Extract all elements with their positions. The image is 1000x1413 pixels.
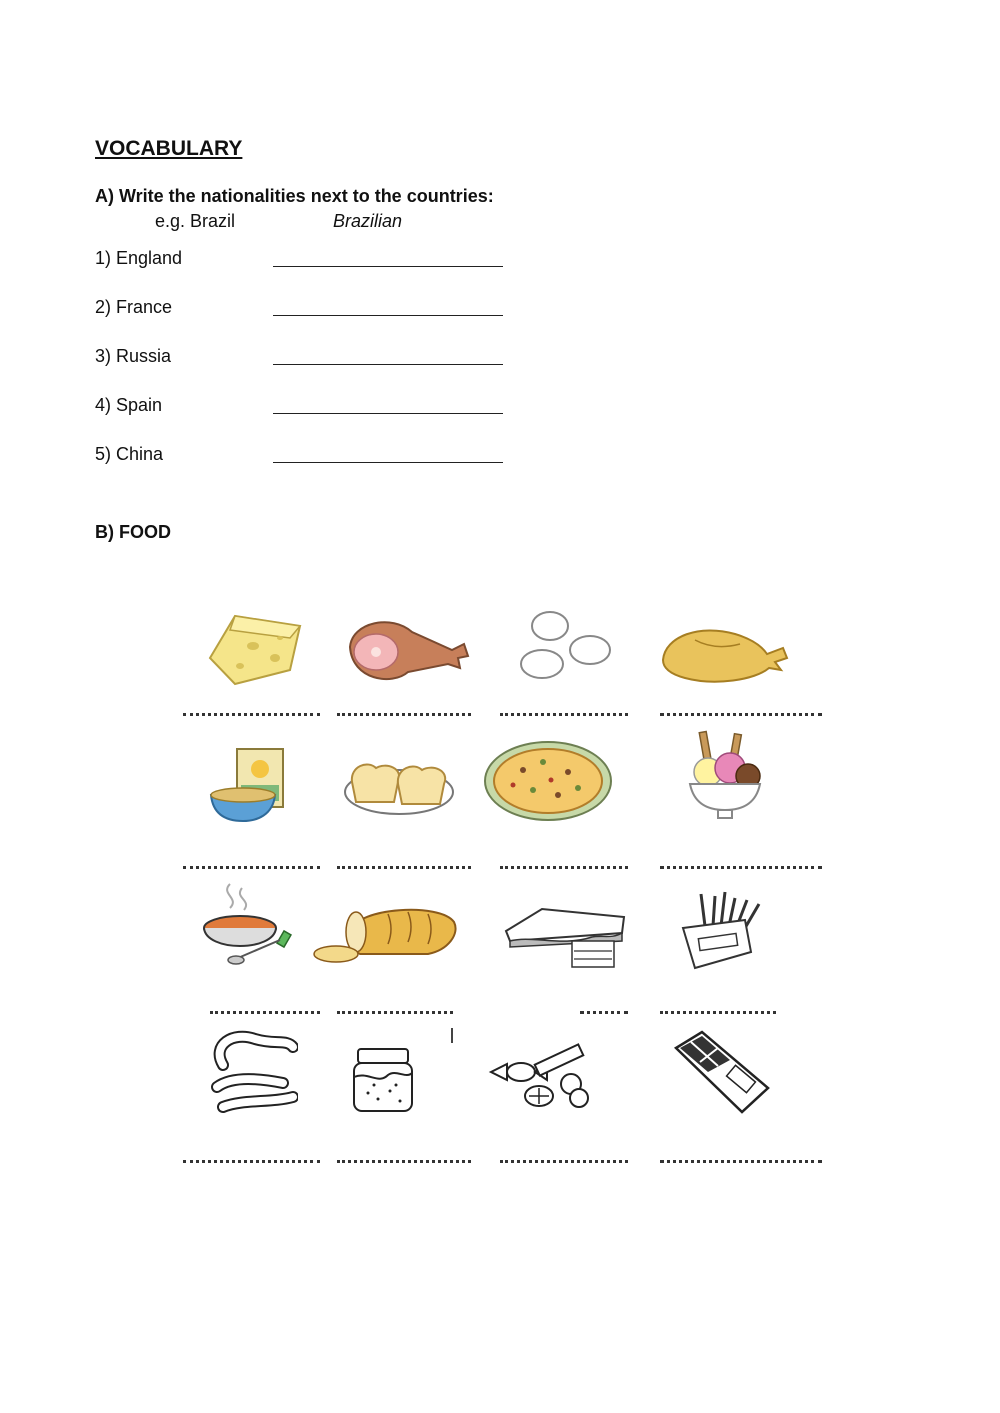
answer-dots-7[interactable] <box>500 866 628 869</box>
sandwich-icon <box>502 905 627 970</box>
jam-icon <box>348 1045 418 1115</box>
chocolate-icon <box>672 1028 772 1116</box>
nationality-blank-2[interactable] <box>273 315 503 316</box>
country-label-4: 4) Spain <box>95 395 163 415</box>
section-b-heading: B) FOOD <box>95 522 171 542</box>
answer-dots-5[interactable] <box>183 866 320 869</box>
section-a-heading: A) Write the nationalities next to the countries: <box>95 186 494 206</box>
answer-dots-14[interactable] <box>337 1160 471 1163</box>
country-label-2: 2) France <box>95 297 173 317</box>
ham-icon <box>342 612 470 690</box>
answer-dots-2[interactable] <box>337 713 471 716</box>
soup-icon <box>200 880 300 968</box>
toast-icon <box>342 752 457 817</box>
cereal-icon <box>205 745 305 825</box>
country-label-1: 1) England <box>95 248 183 268</box>
nationality-blank-1[interactable] <box>273 266 503 267</box>
chips-icon <box>675 890 770 972</box>
answer-dots-3[interactable] <box>500 713 628 716</box>
nationality-blank-4[interactable] <box>273 413 503 414</box>
stray-mark <box>451 1028 453 1043</box>
nationality-blank-3[interactable] <box>273 364 503 365</box>
ice-cream-icon <box>680 728 770 823</box>
answer-dots-11[interactable] <box>580 1011 628 1014</box>
page-title: VOCABULARY <box>95 137 243 160</box>
sausages-icon <box>203 1025 298 1120</box>
sweets-icon <box>487 1030 597 1112</box>
answer-dots-8[interactable] <box>660 866 822 869</box>
nationality-blank-5[interactable] <box>273 462 503 463</box>
answer-dots-12[interactable] <box>660 1011 776 1014</box>
country-label-5: 5) China <box>95 444 164 464</box>
chicken-icon <box>655 618 790 688</box>
answer-dots-15[interactable] <box>500 1160 628 1163</box>
answer-dots-16[interactable] <box>660 1160 822 1163</box>
answer-dots-13[interactable] <box>183 1160 320 1163</box>
pizza-icon <box>483 740 613 822</box>
answer-dots-1[interactable] <box>183 713 320 716</box>
answer-dots-4[interactable] <box>660 713 822 716</box>
example-nationality: Brazilian <box>333 211 403 231</box>
bread-icon <box>310 900 460 968</box>
example-country: e.g. Brazil <box>155 211 236 231</box>
answer-dots-9[interactable] <box>210 1011 320 1014</box>
cheese-icon <box>205 608 305 688</box>
eggs-icon <box>510 600 620 688</box>
answer-dots-10[interactable] <box>337 1011 453 1014</box>
answer-dots-6[interactable] <box>337 866 471 869</box>
country-label-3: 3) Russia <box>95 346 172 366</box>
